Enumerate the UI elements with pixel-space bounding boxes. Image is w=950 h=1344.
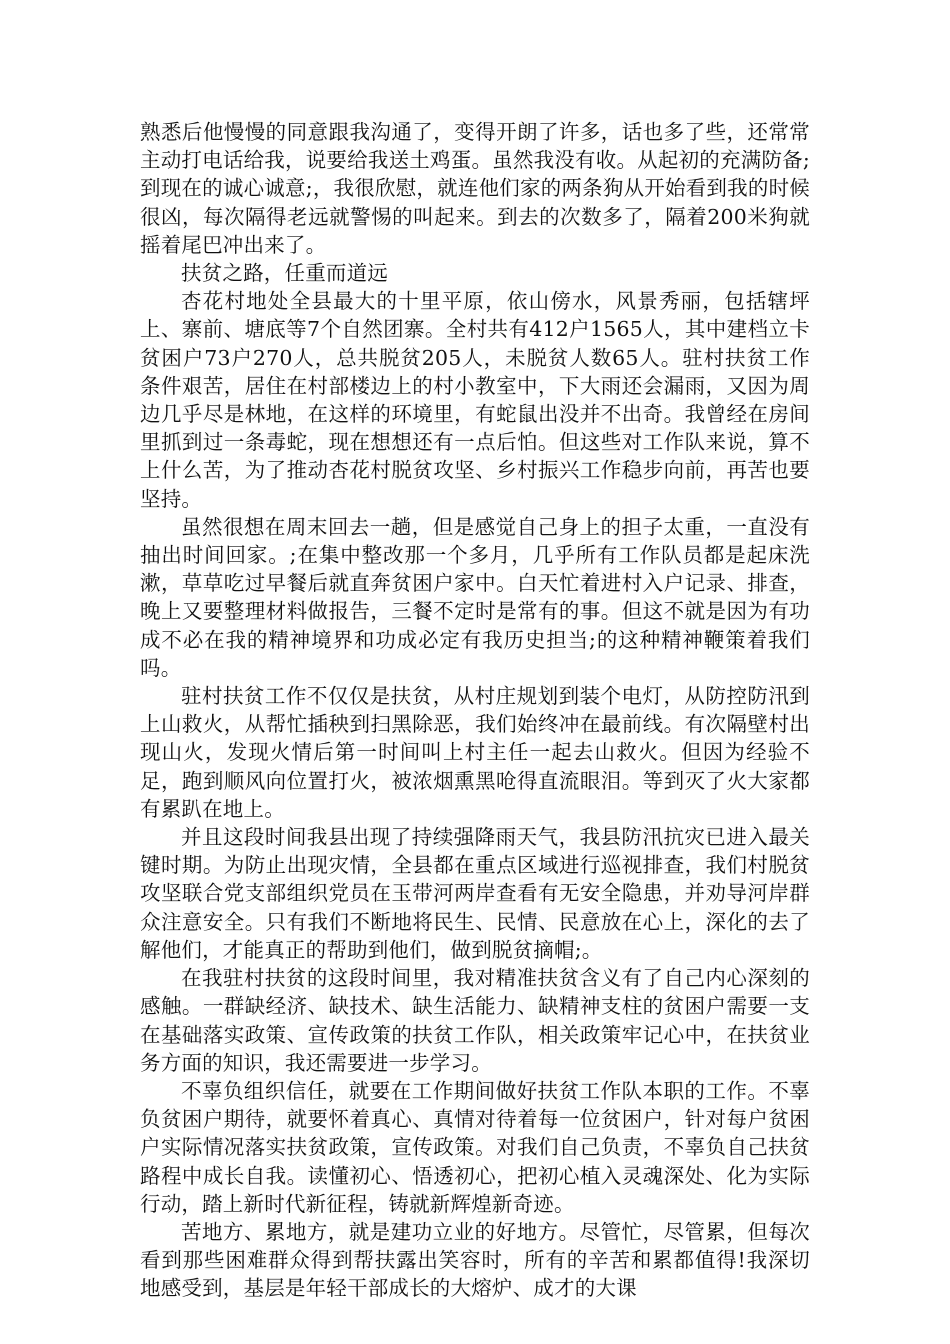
document-body: [140, 118, 810, 1303]
section-heading: 扶贫之路，任重而道远: [181, 261, 388, 286]
paragraph-frontline: 驻村扶贫工作不仅仅是扶贫，从村庄规划到装个电灯，从防控防汛到上山救火，从帮忙插秧到扫黑除恶，我们始终冲在最前线。有次隔壁村出现山火，发现火情后第一时间叫上村主任一起去山救火。但因为经验不足，跑到顺风向位置打火，被浓烟熏黑呛得直流眼泪。等到灭了火大家都有累趴在地上。: [140, 684, 810, 821]
paragraph-precision-poverty: 在我驻村扶贫的这段时间里，我对精准扶贫含义有了自己内心深刻的感触。一群缺经济、缺技术、缺生活能力、缺精神支柱的贫困户需要一支在基础落实政策、宣传政策的扶贫工作队，相关政策牢记心中，在扶贫业务方面的知识，我还需要进一步学习。: [140, 966, 810, 1075]
paragraph-weekend: 虽然很想在周末回去一趟，但是感觉自己身上的担子太重，一直没有抽出时间回家。;在集中整改那一个多月，几乎所有工作队员都是起床洗漱，草草吃过早餐后就直奔贫困户家中。白天忙着进村入户记录、排查，晚上又要整理材料做报告，三餐不定时是常有的事。但这不就是因为有功成不必在我的精神境界和功成必定有我历史担当;的这种精神鞭策着我们吗。: [140, 514, 810, 680]
paragraph-village-overview: 杏花村地处全县最大的十里平原，依山傍水，风景秀丽，包括辖坪上、寨前、塘底等7个自然团寨。全村共有412户1565人，其中建档立卡贫困户73户270人，总共脱贫205人，未脱贫人数65人。驻村扶贫工作条件艰苦，居住在村部楼边上的村小教室中，下大雨还会漏雨，又因为周边几乎尽是林地，在这样的环境里，有蛇鼠出没并不出奇。我曾经在房间里抓到过一条毒蛇，现在想想还有一点后怕。但这些对工作队来说，算不上什么苦，为了推动杏花村脱贫攻坚、乡村振兴工作稳步向前，再苦也要坚持。: [140, 289, 810, 511]
paragraph-continuation: 熟悉后他慢慢的同意跟我沟通了，变得开朗了许多，话也多了些，还常常主动打电话给我，说要给我送土鸡蛋。虽然我没有收。从起初的充满防备;到现在的诚心诚意;，我很欣慰，就连他们家的两条狗从开始看到我的时候很凶，每次隔得老远就警惕的叫起来。到去的次数多了，隔着200米狗就摇着尾巴冲出来了。: [140, 120, 810, 257]
paragraph-responsibility: 不辜负组织信任，就要在工作期间做好扶贫工作队本职的工作。不辜负贫困户期待，就要怀着真心、真情对待着每一位贫困户，针对每户贫困户实际情况落实扶贫政策，宣传政策。对我们自己负责，不辜负自己扶贫路程中成长自我。读懂初心、悟透初心，把初心植入灵魂深处、化为实际行动，踏上新时代新征程，铸就新辉煌新奇迹。: [140, 1078, 810, 1216]
paragraph-hard-places: 苦地方、累地方，就是建功立业的好地方。尽管忙，尽管累，但每次看到那些困难群众得到帮扶露出笑容时，所有的辛苦和累都值得!我深切地感受到，基层是年轻干部成长的大熔炉、成才的大课: [140, 1219, 810, 1301]
paragraph-flood-prevention: 并且这段时间我县出现了持续强降雨天气，我县防汛抗灾已进入最关键时期。为防止出现灾情，全县都在重点区域进行巡视排查，我们村脱贫攻坚联合党支部组织党员在玉带河两岸查看有无安全隐患，并劝导河岸群众注意安全。只有我们不断地将民生、民情、民意放在心上，深化的去了解他们，才能真正的帮助到他们，做到脱贫摘帽;。: [140, 825, 810, 962]
